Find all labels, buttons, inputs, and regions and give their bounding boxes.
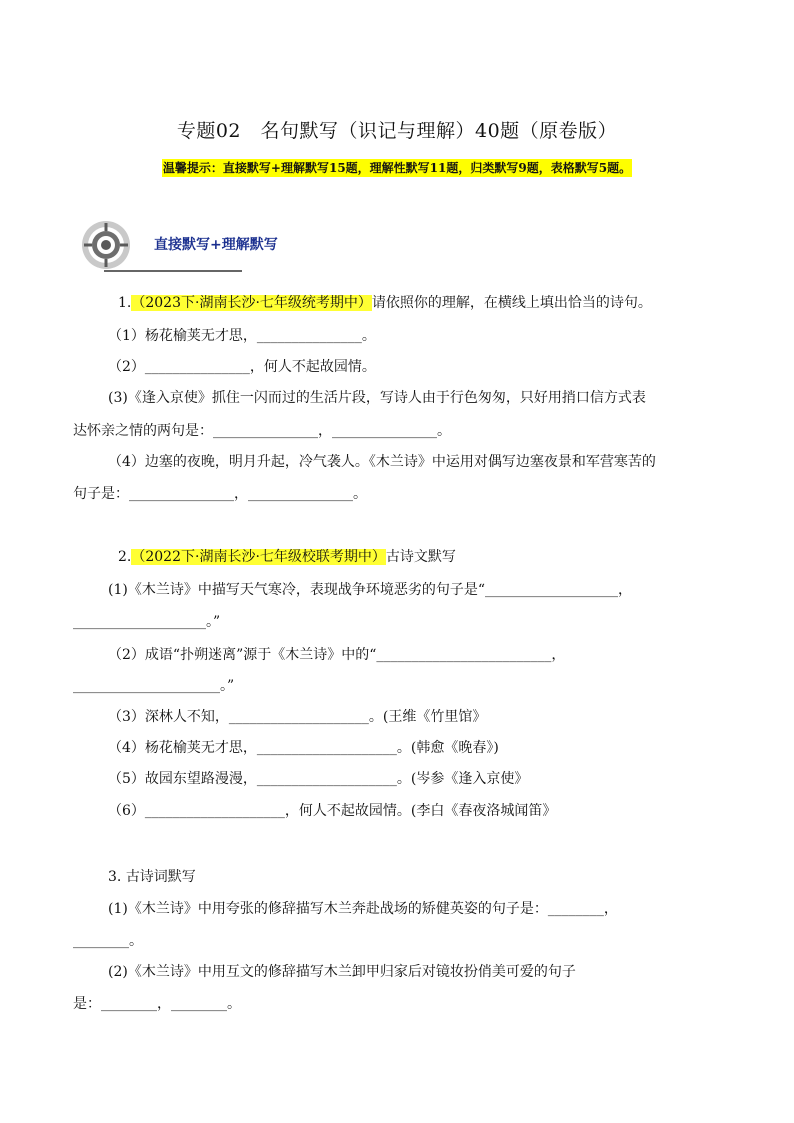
question-1-item-4-line-1: （4）边塞的夜晚，明月升起，冷气袭人。《木兰诗》中运用对偶写边塞夜景和军营寒苦的 [108, 454, 656, 470]
question-1-source: （2023下·湖南长沙·七年级统考期中） [131, 295, 372, 311]
question-1-number: 1. [118, 295, 132, 311]
question-3-item-1-line-1: (1)《木兰诗》中用夸张的修辞描写木兰奔赴战场的矫健英姿的句子是：________， [108, 901, 618, 917]
question-3-number: 3. [108, 869, 122, 885]
question-1-item-3-line-2: 达怀亲之情的两句是：_______________，_______________。 [73, 423, 451, 439]
question-3-header [108, 866, 196, 886]
question-3-item-1-line-2: ________。 [73, 933, 143, 949]
question-1-stem: 请依照你的理解，在横线上填出恰当的诗句。 [371, 295, 652, 311]
question-1-header [118, 292, 652, 312]
question-2-item-6: （6）____________________，何人不起故园情。(李白《春夜洛城闻笛》 [108, 803, 557, 819]
question-3-stem: 古诗词默写 [125, 869, 196, 885]
question-3-item-2-line-2: 是：________，________。 [73, 996, 241, 1012]
question-1-item-2: （2）_______________，何人不起故园情。 [108, 359, 376, 375]
question-2-number: 2. [118, 549, 132, 565]
question-3-item-2-line-1: (2)《木兰诗》中用互文的修辞描写木兰卸甲归家后对镜妆扮俏美可爱的句子 [108, 964, 576, 980]
question-2-item-1-line-2: ___________________。” [73, 614, 221, 630]
question-2-item-4: （4）杨花榆荚无才思，____________________。(韩愈《晚春》) [108, 740, 499, 756]
section-divider [104, 270, 242, 272]
question-2-source: （2022下·湖南长沙·七年级校联考期中） [131, 549, 386, 565]
question-1-item-3-line-1: (3)《逢入京使》抓住一闪而过的生活片段，写诗人由于行色匆匆，只好用捎口信方式表 [108, 390, 646, 406]
section-title: 直接默写+理解默写 [154, 237, 278, 253]
question-2-item-5: （5）故园东望路漫漫，____________________。(岑参《逢入京使》 [108, 771, 529, 787]
question-2-stem: 古诗文默写 [385, 549, 456, 565]
question-2-item-2-line-1: （2）成语“扑朔迷离”源于《木兰诗》中的“_________________________， [108, 647, 566, 663]
tip-banner [0, 159, 794, 176]
page-title: 专题02 名句默写（识记与理解）40题（原卷版） [176, 120, 618, 142]
question-1-item-4-line-2: 句子是：_______________，_______________。 [73, 486, 367, 502]
target-icon [80, 219, 132, 271]
tip-text: 温馨提示：直接默写+理解默写15题，理解性默写11题，归类默写9题，表格默写5题。 [162, 161, 632, 175]
question-2-item-3: （3）深林人不知，____________________。(王维《竹里馆》 [108, 709, 487, 725]
question-1-item-1: （1）杨花榆荚无才思，_______________。 [108, 328, 376, 344]
question-2-item-2-line-2: _____________________。” [73, 678, 235, 694]
question-2-item-1-line-1: (1)《木兰诗》中描写天气寒冷，表现战争环境恶劣的句子是“___________________， [108, 582, 632, 598]
question-2-header [118, 546, 456, 566]
